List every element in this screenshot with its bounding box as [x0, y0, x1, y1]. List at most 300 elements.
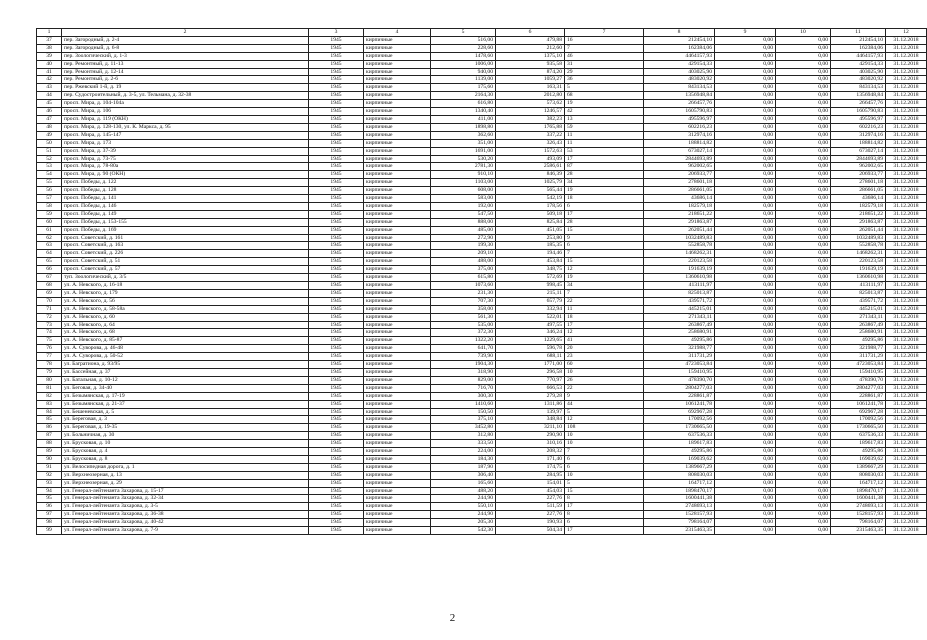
address-cell: ул. А. Невского, д. 64 — [62, 321, 309, 329]
cost-cell: 843134,53 — [644, 84, 715, 92]
row-number-cell: 90 — [37, 455, 62, 463]
living-area-cell: 504,34 — [496, 527, 565, 535]
total-area-cell: 550,10 — [431, 503, 496, 511]
value-9-cell: 0,00 — [715, 392, 776, 400]
date-cell: 31.12.2018 — [886, 147, 927, 155]
year-built-cell: 1945 — [309, 100, 364, 108]
total-area-cell: 530,20 — [431, 155, 496, 163]
year-built-cell: 1945 — [309, 60, 364, 68]
value-9-cell: 0,00 — [715, 321, 776, 329]
residual-value-cell: 403025,90 — [831, 68, 886, 76]
residual-value-cell: 962002,65 — [831, 163, 886, 171]
cost-cell: 2748693,13 — [644, 503, 715, 511]
table-row — [37, 416, 927, 424]
value-9-cell: 0,00 — [715, 44, 776, 52]
table-row — [37, 210, 927, 218]
row-number-cell: 95 — [37, 495, 62, 503]
date-cell: 31.12.2018 — [886, 495, 927, 503]
total-area-cell: 3452,80 — [431, 424, 496, 432]
date-cell: 31.12.2018 — [886, 424, 927, 432]
date-cell: 31.12.2018 — [886, 432, 927, 440]
value-10-cell: 0,00 — [776, 242, 831, 250]
total-area-cell: 1478,60 — [431, 52, 496, 60]
row-number-cell: 60 — [37, 218, 62, 226]
row-number-cell: 97 — [37, 511, 62, 519]
row-number-cell: 59 — [37, 210, 62, 218]
residual-value-cell: 206933,77 — [831, 171, 886, 179]
value-9-cell: 0,00 — [715, 163, 776, 171]
wall-material-cell: кирпичные — [364, 171, 431, 179]
year-built-cell: 1945 — [309, 44, 364, 52]
residual-value-cell: 1605790,83 — [831, 108, 886, 116]
residents-cell: 19 — [565, 187, 644, 195]
address-cell: пер. Загородный, д. 6-8 — [62, 44, 309, 52]
value-10-cell: 0,00 — [776, 179, 831, 187]
value-9-cell: 0,00 — [715, 511, 776, 519]
address-cell: просп. Мира, д. 37-39 — [62, 147, 309, 155]
residents-cell: 12 — [565, 266, 644, 274]
address-cell: ул. Генерал-лейтенанта Захарова, д. 7-9 — [62, 527, 309, 535]
date-cell: 31.12.2018 — [886, 511, 927, 519]
residual-value-cell: 429154,33 — [831, 60, 886, 68]
residents-cell: 19 — [565, 274, 644, 282]
living-area-cell: 332,94 — [496, 305, 565, 313]
residents-cell: 7 — [565, 289, 644, 297]
value-10-cell: 0,00 — [776, 68, 831, 76]
table-row — [37, 242, 927, 250]
cost-cell: 212454,10 — [644, 36, 715, 44]
total-area-cell: 615,80 — [431, 274, 496, 282]
table-row — [37, 147, 927, 155]
value-10-cell: 0,00 — [776, 266, 831, 274]
living-area-cell: 296,58 — [496, 368, 565, 376]
residual-value-cell: 49295,86 — [831, 337, 886, 345]
living-area-cell: 825,84 — [496, 218, 565, 226]
residual-value-cell: 188814,82 — [831, 139, 886, 147]
residual-value-cell: 843134,53 — [831, 84, 886, 92]
total-area-cell: 542,30 — [431, 527, 496, 535]
total-area-cell: 707,30 — [431, 297, 496, 305]
residents-cell: 6 — [565, 202, 644, 210]
cost-cell: 312974,16 — [644, 131, 715, 139]
address-cell: просп. Победы, д. 153-155 — [62, 218, 309, 226]
table-row — [37, 266, 927, 274]
page-number: 2 — [449, 612, 456, 624]
row-number-cell: 69 — [37, 289, 62, 297]
table-row — [37, 511, 927, 519]
address-cell: пер. Ремонтный, д. 2-6 — [62, 76, 309, 84]
residual-value-cell: 478390,70 — [831, 376, 886, 384]
address-cell: просп. Победы, д. 149 — [62, 210, 309, 218]
residual-value-cell: 1356948,84 — [831, 92, 886, 100]
residual-value-cell: 1468262,31 — [831, 250, 886, 258]
wall-material-cell: кирпичные — [364, 210, 431, 218]
address-cell: ул. Батальная, д. 10-12 — [62, 376, 309, 384]
table-body — [37, 36, 927, 534]
row-number-cell: 63 — [37, 242, 62, 250]
total-area-cell: 362,60 — [431, 131, 496, 139]
value-10-cell: 0,00 — [776, 353, 831, 361]
row-number-cell: 92 — [37, 471, 62, 479]
wall-material-cell: кирпичные — [364, 424, 431, 432]
total-area-cell: 616,80 — [431, 100, 496, 108]
wall-material-cell: кирпичные — [364, 353, 431, 361]
total-area-cell: 244,90 — [431, 495, 496, 503]
total-area-cell: 2781,30 — [431, 163, 496, 171]
year-built-cell: 1945 — [309, 187, 364, 195]
value-10-cell: 0,00 — [776, 345, 831, 353]
row-number-cell: 46 — [37, 108, 62, 116]
date-cell: 31.12.2018 — [886, 210, 927, 218]
date-cell: 31.12.2018 — [886, 68, 927, 76]
address-cell: ул. Беговая, д. 34-40 — [62, 384, 309, 392]
value-10-cell: 0,00 — [776, 368, 831, 376]
total-area-cell: 375,00 — [431, 266, 496, 274]
address-cell: просп. Советский, д. 161 — [62, 234, 309, 242]
value-9-cell: 0,00 — [715, 139, 776, 147]
year-built-cell: 1945 — [309, 76, 364, 84]
year-built-cell: 1945 — [309, 448, 364, 456]
date-cell: 31.12.2018 — [886, 519, 927, 527]
table-row — [37, 448, 927, 456]
total-area-cell: 485,00 — [431, 226, 496, 234]
address-cell: пер. Ремонтный, д. 12-14 — [62, 68, 309, 76]
table-row — [37, 234, 927, 242]
row-number-cell: 38 — [37, 44, 62, 52]
table-row — [37, 408, 927, 416]
date-cell: 31.12.2018 — [886, 258, 927, 266]
year-built-cell: 1945 — [309, 84, 364, 92]
value-10-cell: 0,00 — [776, 321, 831, 329]
year-built-cell: 1945 — [309, 345, 364, 353]
date-cell: 31.12.2018 — [886, 202, 927, 210]
row-number-cell: 45 — [37, 100, 62, 108]
residents-cell: 34 — [565, 179, 644, 187]
living-area-cell: 451,05 — [496, 226, 565, 234]
total-area-cell: 1103,00 — [431, 179, 496, 187]
year-built-cell: 1945 — [309, 289, 364, 297]
total-area-cell: 228,60 — [431, 44, 496, 52]
value-9-cell: 0,00 — [715, 432, 776, 440]
residual-value-cell: 2315463,35 — [831, 527, 886, 535]
residents-cell: 87 — [565, 163, 644, 171]
table-row — [37, 313, 927, 321]
wall-material-cell: кирпичные — [364, 195, 431, 203]
row-number-cell: 56 — [37, 187, 62, 195]
living-area-cell: 770,97 — [496, 376, 565, 384]
value-10-cell: 0,00 — [776, 84, 831, 92]
row-number-cell: 76 — [37, 345, 62, 353]
residual-value-cell: 291863,87 — [831, 218, 886, 226]
value-10-cell: 0,00 — [776, 471, 831, 479]
value-9-cell: 0,00 — [715, 92, 776, 100]
value-9-cell: 0,00 — [715, 52, 776, 60]
address-cell: просп. Мира, д. 104-104а — [62, 100, 309, 108]
residual-value-cell: 164717,12 — [831, 479, 886, 487]
cost-cell: 2844693,89 — [644, 155, 715, 163]
residents-cell: 42 — [565, 108, 644, 116]
wall-material-cell: кирпичные — [364, 155, 431, 163]
total-area-cell: 205,30 — [431, 519, 496, 527]
value-10-cell: 0,00 — [776, 384, 831, 392]
total-area-cell: 333,50 — [431, 440, 496, 448]
table-row — [37, 495, 927, 503]
column-number-header: 3 — [309, 29, 364, 37]
wall-material-cell: кирпичные — [364, 487, 431, 495]
address-cell: ул. А. Невского, д. 179 — [62, 289, 309, 297]
cost-cell: 169039,62 — [644, 455, 715, 463]
date-cell: 31.12.2018 — [886, 282, 927, 290]
living-area-cell: 279,28 — [496, 392, 565, 400]
living-area-cell: 337,22 — [496, 131, 565, 139]
date-cell: 31.12.2018 — [886, 44, 927, 52]
value-9-cell: 0,00 — [715, 179, 776, 187]
residual-value-cell: 602216,23 — [831, 123, 886, 131]
row-number-cell: 67 — [37, 274, 62, 282]
residents-cell: 7 — [565, 250, 644, 258]
address-cell: ул. Генерал-лейтенанта Захарова, д. 40-42 — [62, 519, 309, 527]
value-10-cell: 0,00 — [776, 329, 831, 337]
table-row — [37, 503, 927, 511]
residual-value-cell: 1730665,50 — [831, 424, 886, 432]
residual-value-cell: 191639,19 — [831, 266, 886, 274]
table-row — [37, 163, 927, 171]
table-row — [37, 305, 927, 313]
date-cell: 31.12.2018 — [886, 36, 927, 44]
residents-cell: 9 — [565, 234, 644, 242]
year-built-cell: 1945 — [309, 108, 364, 116]
date-cell: 31.12.2018 — [886, 368, 927, 376]
table-row — [37, 84, 927, 92]
residents-cell: 12 — [565, 329, 644, 337]
year-built-cell: 1945 — [309, 131, 364, 139]
residents-cell: 11 — [565, 139, 644, 147]
year-built-cell: 1945 — [309, 313, 364, 321]
wall-material-cell: кирпичные — [364, 266, 431, 274]
wall-material-cell: кирпичные — [364, 234, 431, 242]
year-built-cell: 1945 — [309, 455, 364, 463]
address-cell: ул. Генерал-лейтенанта Захарова, д. 36-38 — [62, 511, 309, 519]
cost-cell: 278601,18 — [644, 179, 715, 187]
wall-material-cell: кирпичные — [364, 218, 431, 226]
living-area-cell: 1572,63 — [496, 147, 565, 155]
wall-material-cell: кирпичные — [364, 345, 431, 353]
year-built-cell: 1945 — [309, 321, 364, 329]
value-10-cell: 0,00 — [776, 361, 831, 369]
date-cell: 31.12.2018 — [886, 187, 927, 195]
total-area-cell: 1898,80 — [431, 123, 496, 131]
value-10-cell: 0,00 — [776, 289, 831, 297]
wall-material-cell: кирпичные — [364, 495, 431, 503]
column-number-header: 5 — [431, 29, 496, 37]
residents-cell: 15 — [565, 258, 644, 266]
total-area-cell: 187,90 — [431, 463, 496, 471]
cost-cell: 825013,87 — [644, 289, 715, 297]
value-10-cell: 0,00 — [776, 100, 831, 108]
address-cell: ул. Верхнеозерная, д. 29 — [62, 479, 309, 487]
address-cell: ул. Береговая, д. 19-35 — [62, 424, 309, 432]
address-cell: туп. Зоологический, д. 3/5 — [62, 274, 309, 282]
cost-cell: 1528157,93 — [644, 511, 715, 519]
wall-material-cell: кирпичные — [364, 337, 431, 345]
cost-cell: 1730665,50 — [644, 424, 715, 432]
row-number-cell: 96 — [37, 503, 62, 511]
residents-cell: 13 — [565, 115, 644, 123]
address-cell: просп. Советский, д. 163 — [62, 242, 309, 250]
year-built-cell: 1945 — [309, 179, 364, 187]
row-number-cell: 44 — [37, 92, 62, 100]
date-cell: 31.12.2018 — [886, 52, 927, 60]
total-area-cell: 488,00 — [431, 258, 496, 266]
address-cell: ул. А. Суворова, д. 50-52 — [62, 353, 309, 361]
year-built-cell: 1945 — [309, 495, 364, 503]
residual-value-cell: 2748693,13 — [831, 503, 886, 511]
value-10-cell: 0,00 — [776, 440, 831, 448]
date-cell: 31.12.2018 — [886, 76, 927, 84]
row-number-cell: 55 — [37, 179, 62, 187]
cost-cell: 1061241,78 — [644, 400, 715, 408]
total-area-cell: 1322,20 — [431, 337, 496, 345]
column-number-header: 10 — [776, 29, 831, 37]
value-10-cell: 0,00 — [776, 392, 831, 400]
value-9-cell: 0,00 — [715, 416, 776, 424]
total-area-cell: 175,60 — [431, 84, 496, 92]
date-cell: 31.12.2018 — [886, 487, 927, 495]
row-number-cell: 61 — [37, 226, 62, 234]
living-area-cell: 565,44 — [496, 187, 565, 195]
year-built-cell: 1945 — [309, 305, 364, 313]
value-10-cell: 0,00 — [776, 495, 831, 503]
cost-cell: 228861,87 — [644, 392, 715, 400]
table-row — [37, 155, 927, 163]
value-9-cell: 0,00 — [715, 258, 776, 266]
total-area-cell: 1340,40 — [431, 108, 496, 116]
living-area-cell: 185,35 — [496, 242, 565, 250]
value-10-cell: 0,00 — [776, 503, 831, 511]
row-number-cell: 89 — [37, 448, 62, 456]
cost-cell: 552858,78 — [644, 242, 715, 250]
value-9-cell: 0,00 — [715, 250, 776, 258]
table-row — [37, 139, 927, 147]
cost-cell: 692967,28 — [644, 408, 715, 416]
address-cell: ул. А. Невского, д. 68 — [62, 329, 309, 337]
address-cell: просп. Мира, д. 90 (ОКН) — [62, 171, 309, 179]
row-number-cell: 64 — [37, 250, 62, 258]
value-10-cell: 0,00 — [776, 218, 831, 226]
living-area-cell: 290,90 — [496, 432, 565, 440]
value-10-cell: 0,00 — [776, 147, 831, 155]
living-area-cell: 227,76 — [496, 511, 565, 519]
residents-cell: 23 — [565, 353, 644, 361]
residents-cell: 6 — [565, 519, 644, 527]
address-cell: ул. Безымянская, д. 21-37 — [62, 400, 309, 408]
cost-cell: 1389667,29 — [644, 463, 715, 471]
cost-cell: 962002,65 — [644, 163, 715, 171]
wall-material-cell: кирпичные — [364, 416, 431, 424]
living-area-cell: 227,76 — [496, 495, 565, 503]
row-number-cell: 94 — [37, 487, 62, 495]
year-built-cell: 1945 — [309, 274, 364, 282]
date-cell: 31.12.2018 — [886, 226, 927, 234]
row-number-cell: 47 — [37, 115, 62, 123]
table-row — [37, 202, 927, 210]
year-built-cell: 1945 — [309, 282, 364, 290]
residents-cell: 26 — [565, 376, 644, 384]
value-10-cell: 0,00 — [776, 274, 831, 282]
year-built-cell: 1945 — [309, 52, 364, 60]
residual-value-cell: 4723053,84 — [831, 361, 886, 369]
living-area-cell: 573,62 — [496, 100, 565, 108]
address-cell: ул. Верхнеозерная, д. 13 — [62, 471, 309, 479]
residual-value-cell: 439571,72 — [831, 297, 886, 305]
total-area-cell: 358,00 — [431, 305, 496, 313]
row-number-cell: 72 — [37, 313, 62, 321]
total-area-cell: 488,20 — [431, 487, 496, 495]
date-cell: 31.12.2018 — [886, 353, 927, 361]
table-row — [37, 368, 927, 376]
table-row — [37, 353, 927, 361]
value-10-cell: 0,00 — [776, 305, 831, 313]
cost-cell: 191639,19 — [644, 266, 715, 274]
value-10-cell: 0,00 — [776, 36, 831, 44]
value-9-cell: 0,00 — [715, 503, 776, 511]
living-area-cell: 174,75 — [496, 463, 565, 471]
living-area-cell: 154,01 — [496, 479, 565, 487]
living-area-cell: 310,16 — [496, 440, 565, 448]
living-area-cell: 572,69 — [496, 274, 565, 282]
year-built-cell: 1945 — [309, 202, 364, 210]
address-cell: просп. Советский, д. 51 — [62, 258, 309, 266]
wall-material-cell: кирпичные — [364, 297, 431, 305]
date-cell: 31.12.2018 — [886, 266, 927, 274]
table-row — [37, 123, 927, 131]
wall-material-cell: кирпичные — [364, 52, 431, 60]
value-9-cell: 0,00 — [715, 408, 776, 416]
total-area-cell: 608,00 — [431, 187, 496, 195]
value-9-cell: 0,00 — [715, 297, 776, 305]
value-10-cell: 0,00 — [776, 463, 831, 471]
table-row — [37, 52, 927, 60]
cost-cell: 189617,83 — [644, 440, 715, 448]
living-area-cell: 3211,10 — [496, 424, 565, 432]
total-area-cell: 272,90 — [431, 234, 496, 242]
residual-value-cell: 258680,91 — [831, 329, 886, 337]
year-built-cell: 1945 — [309, 218, 364, 226]
table-row — [37, 384, 927, 392]
total-area-cell: 641,70 — [431, 345, 496, 353]
value-9-cell: 0,00 — [715, 76, 776, 84]
year-built-cell: 1945 — [309, 463, 364, 471]
table-row — [37, 424, 927, 432]
residents-cell: 7 — [565, 44, 644, 52]
total-area-cell: 716,70 — [431, 384, 496, 392]
year-built-cell: 1945 — [309, 392, 364, 400]
year-built-cell: 1945 — [309, 329, 364, 337]
cost-cell: 263867,49 — [644, 321, 715, 329]
address-cell: просп. Мира, д. 119 (ОКН) — [62, 115, 309, 123]
residual-value-cell: 49295,86 — [831, 448, 886, 456]
date-cell: 31.12.2018 — [886, 242, 927, 250]
value-10-cell: 0,00 — [776, 337, 831, 345]
value-10-cell: 0,00 — [776, 234, 831, 242]
living-area-cell: 346,24 — [496, 329, 565, 337]
living-area-cell: 846,39 — [496, 171, 565, 179]
cost-cell: 602216,23 — [644, 123, 715, 131]
value-9-cell: 0,00 — [715, 274, 776, 282]
address-cell: просп. Мира, д. 78-80а — [62, 163, 309, 171]
column-number-header: 11 — [831, 29, 886, 37]
table-row — [37, 115, 927, 123]
